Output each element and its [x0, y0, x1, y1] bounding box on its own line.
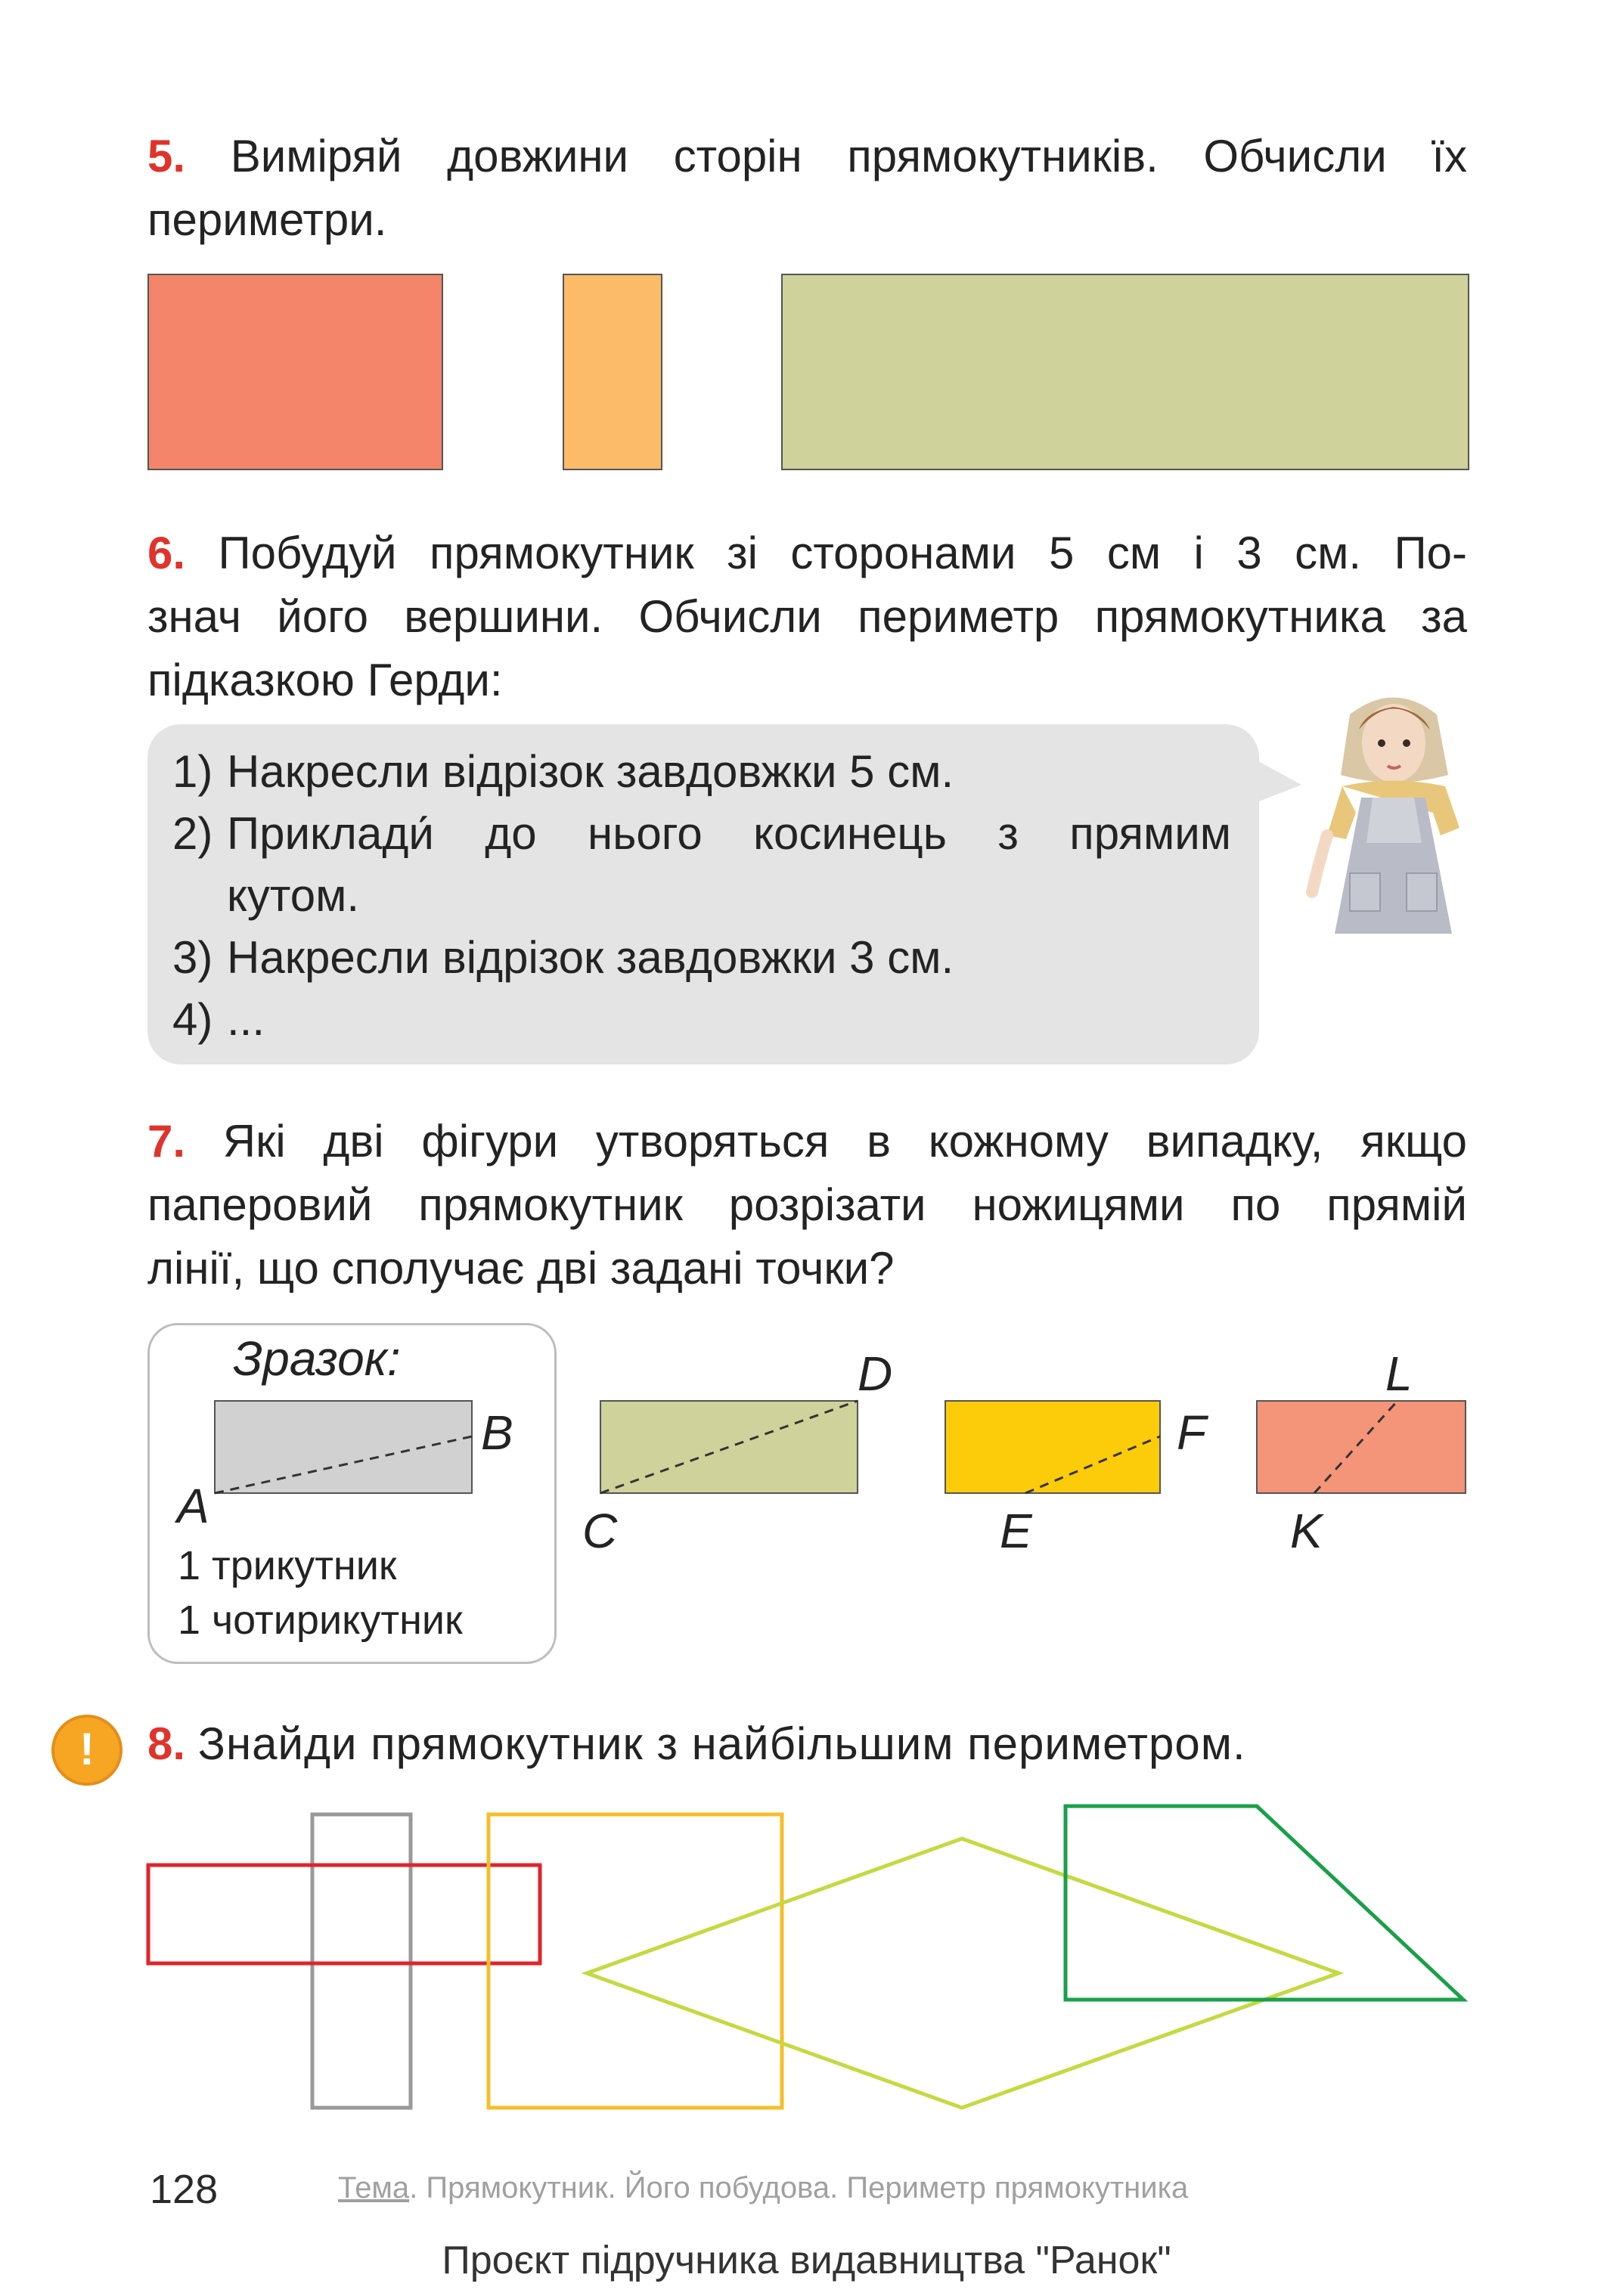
- task-6-number: 6.: [147, 528, 186, 578]
- sample-title: Зразок:: [233, 1331, 401, 1386]
- task-5-line-2: периметри.: [147, 194, 387, 245]
- topic-text: . Прямокутник. Його побудова. Периметр прямокутника: [409, 2171, 1189, 2205]
- hint-item-number: 3): [172, 932, 213, 983]
- task-7-line-2: паперовий прямокутник розрізати ножицями по прямій: [147, 1179, 1467, 1230]
- task-6-line-3: підказкою Герди:: [147, 655, 503, 705]
- shape-yellow-square: [489, 1814, 782, 2108]
- topic-line: [338, 2171, 1188, 2205]
- hint-item-text: Приклади́ до нього косинець з прямим: [227, 808, 1231, 859]
- shape-lime-rhombus: [587, 1839, 1338, 2108]
- hint-item-text: Накресли відрізок завдовжки 5 см.: [227, 746, 954, 797]
- task-7-line-3: лінії, що сполучає дві задані точки?: [147, 1243, 895, 1294]
- task-6-line-2: знач його вершини. Обчисли периметр прямокутника за: [147, 591, 1467, 642]
- point-label-c: C: [582, 1504, 618, 1558]
- task-7-number: 7.: [147, 1116, 186, 1167]
- task-8-number: 8.: [147, 1718, 186, 1769]
- hint-item-number: 2): [172, 808, 213, 859]
- shape-red-rectangle: [148, 1865, 540, 1963]
- point-label-k: K: [1290, 1504, 1323, 1558]
- hint-item-number: 1): [172, 746, 213, 797]
- shape-gray-rectangle: [312, 1814, 411, 2108]
- point-label-d: D: [858, 1346, 893, 1401]
- task-7-text-1: Які дві фігури утворяться в кожному випадку, якщо: [222, 1116, 1467, 1167]
- sample-result-2: 1 чотирикутник: [178, 1597, 463, 1643]
- task-5-text-1: Виміряй довжини сторін прямокутників. Обчисли їх: [230, 131, 1468, 181]
- hint-item-text: кутом.: [227, 870, 360, 921]
- warning-icon: !: [51, 1715, 123, 1786]
- page-number: 128: [150, 2167, 219, 2212]
- project-note: Проєкт підручника видавництва "Ранок": [442, 2239, 1171, 2282]
- hint-item-text: Накресли відрізок завдовжки 3 см.: [227, 932, 954, 983]
- topic-label: Тема: [338, 2171, 410, 2205]
- hint-item-number: 4): [172, 994, 213, 1045]
- point-label-l: L: [1385, 1346, 1413, 1401]
- task-5-number: 5.: [147, 131, 186, 181]
- sample-result-1: 1 трикутник: [178, 1543, 397, 1588]
- point-label-b: B: [481, 1405, 513, 1460]
- shape-green-trapezoid: [1066, 1806, 1463, 2000]
- task-6-text-1: Побудуй прямокутник зі сторонами 5 см і 3 см. По-: [218, 528, 1467, 578]
- point-label-e: E: [1000, 1504, 1032, 1558]
- task-8-text: Знайди прямокутник з найбільшим периметром.: [197, 1718, 1246, 1769]
- point-label-a: A: [177, 1479, 209, 1533]
- hint-item-text: ...: [227, 994, 265, 1045]
- point-label-f: F: [1177, 1405, 1207, 1460]
